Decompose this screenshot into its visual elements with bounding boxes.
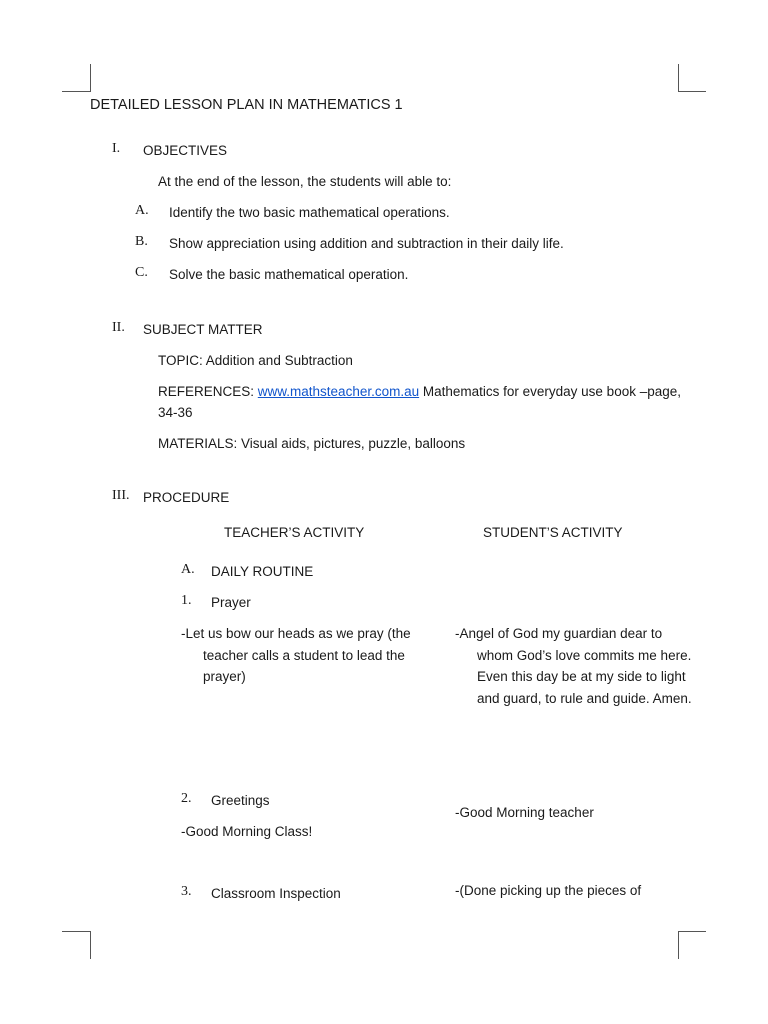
subject-references <box>158 381 681 402</box>
step-label-classroom-inspection: Classroom Inspection <box>211 886 341 901</box>
subject-references-line2: 34-36 <box>158 405 193 420</box>
objective-marker-c: C. <box>135 265 148 280</box>
teacher-activity-greetings: -Good Morning Class! <box>181 824 313 839</box>
step-marker-1: 1. <box>181 593 192 608</box>
references-label: REFERENCES: <box>158 384 258 399</box>
objectives-intro: At the end of the lesson, the students will able to: <box>158 174 452 189</box>
procedure-daily-routine: DAILY ROUTINE <box>211 564 314 579</box>
section-numeral-subject-matter: II. <box>112 320 125 335</box>
objective-text-a: Identify the two basic mathematical operations. <box>169 205 450 220</box>
subject-topic: TOPIC: Addition and Subtraction <box>158 353 353 368</box>
section-numeral-objectives: I. <box>112 141 121 156</box>
step-label-greetings: Greetings <box>211 793 270 808</box>
references-rest: Mathematics for everyday use book –page, <box>419 384 682 399</box>
step-label-prayer: Prayer <box>211 595 251 610</box>
references-link[interactable]: www.mathsteacher.com.au <box>257 384 420 399</box>
student-activity-header: STUDENT’S ACTIVITY <box>483 525 623 540</box>
teacher-activity-header: TEACHER’S ACTIVITY <box>224 525 365 540</box>
objective-text-c: Solve the basic mathematical operation. <box>169 267 409 282</box>
student-activity-classroom-inspection: -(Done picking up the pieces of <box>455 883 642 898</box>
section-heading-subject-matter: SUBJECT MATTER <box>143 322 263 337</box>
section-numeral-procedure: III. <box>112 488 130 503</box>
step-marker-2: 2. <box>181 791 192 806</box>
objective-marker-b: B. <box>135 234 148 249</box>
subject-materials: MATERIALS: Visual aids, pictures, puzzle, balloons <box>158 436 466 451</box>
section-heading-objectives: OBJECTIVES <box>143 143 228 158</box>
procedure-marker-a: A. <box>181 562 195 577</box>
document-title: DETAILED LESSON PLAN IN MATHEMATICS 1 <box>90 97 403 113</box>
section-heading-procedure: PROCEDURE <box>143 490 230 505</box>
step-marker-3: 3. <box>181 884 192 899</box>
objective-text-b: Show appreciation using addition and subtraction in their daily life. <box>169 236 564 251</box>
teacher-activity-prayer: -Let us bow our heads as we pray (the teacher calls a student to lead the prayer) <box>181 626 411 684</box>
student-activity-greetings: -Good Morning teacher <box>455 805 594 820</box>
objective-marker-a: A. <box>135 203 149 218</box>
student-activity-prayer: -Angel of God my guardian dear to whom God’s love commits me here. Even this day be at my side to light and guard, to rule and guide. Amen. <box>455 626 692 706</box>
